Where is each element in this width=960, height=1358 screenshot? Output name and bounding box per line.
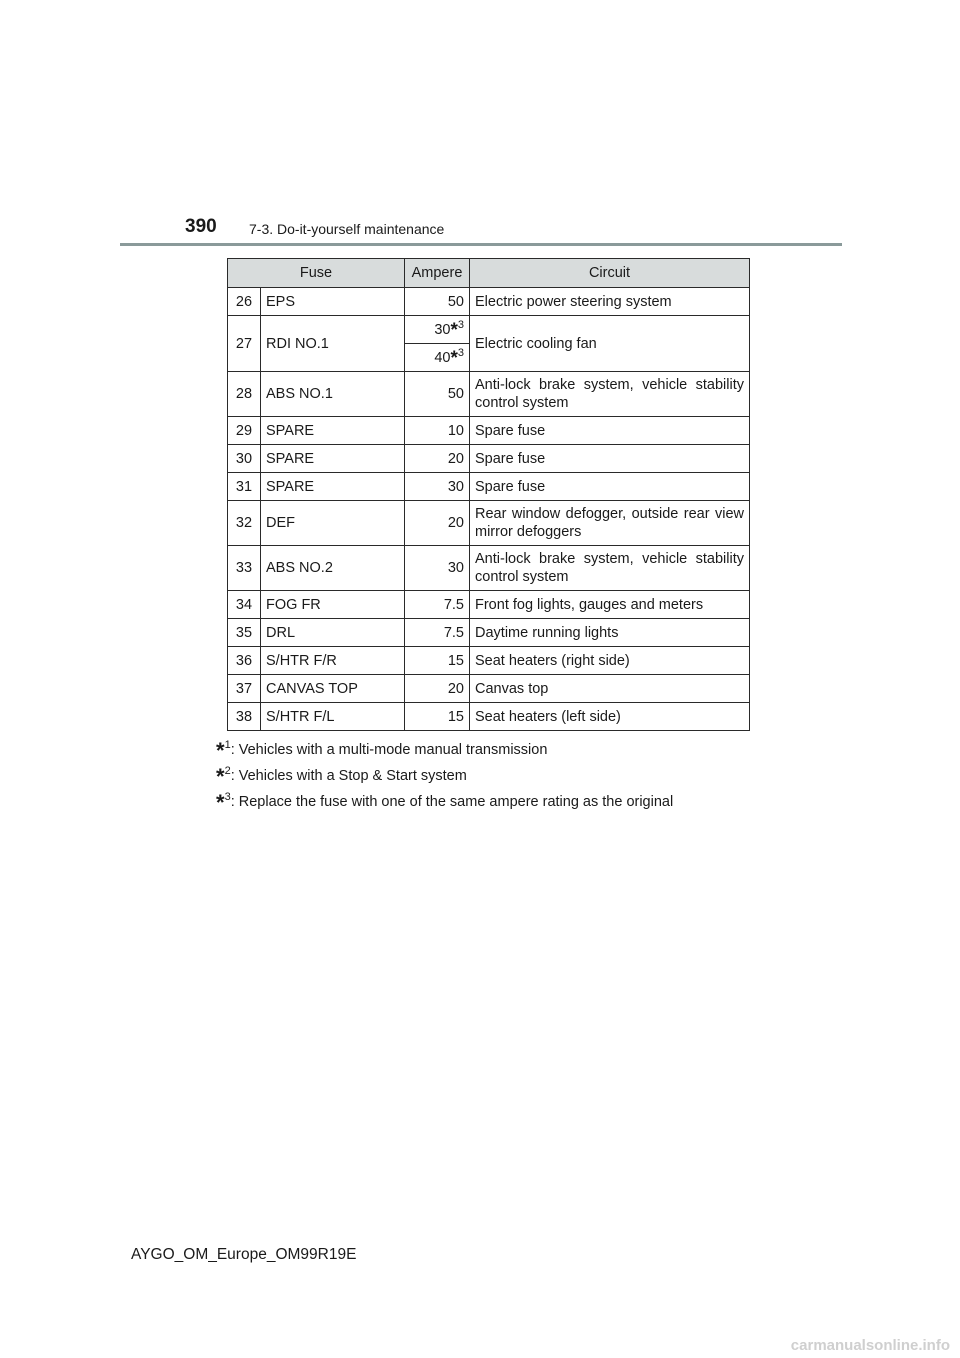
- fuse-ampere: 7.5: [405, 591, 470, 619]
- table-row: [228, 288, 750, 316]
- fuse-name: S/HTR F/L: [261, 703, 405, 731]
- fuse-circuit: Anti-lock brake system, vehicle stability control system: [470, 372, 750, 417]
- footnote-asterisk-icon: *: [450, 319, 458, 341]
- table-row: [228, 546, 750, 591]
- table-row: [228, 501, 750, 546]
- fuse-number: 31: [228, 473, 261, 501]
- fuse-number: 27: [228, 316, 261, 372]
- watermark: carmanualsonline.info: [790, 1337, 950, 1354]
- fuse-name: DRL: [261, 619, 405, 647]
- footnote-text: : Replace the fuse with one of the same ampere rating as the original: [230, 794, 674, 810]
- footnote-mark: 1: [224, 739, 231, 752]
- table-row: [228, 473, 750, 501]
- fuse-number: 29: [228, 417, 261, 445]
- fuse-name: ABS NO.1: [261, 372, 405, 417]
- fuse-ampere: 7.5: [405, 619, 470, 647]
- fuse-circuit: Front fog lights, gauges and meters: [470, 591, 750, 619]
- ampere-value: 30: [434, 321, 451, 338]
- fuse-number: 28: [228, 372, 261, 417]
- footnote-ref: 3: [457, 346, 464, 359]
- fuse-number: 37: [228, 675, 261, 703]
- fuse-name: SPARE: [261, 473, 405, 501]
- table-row: [228, 619, 750, 647]
- fuse-number: 32: [228, 501, 261, 546]
- header-rule: [120, 243, 842, 246]
- table-row: [228, 316, 750, 344]
- fuse-number: 26: [228, 288, 261, 316]
- fuse-name: ABS NO.2: [261, 546, 405, 591]
- footnote-asterisk-icon: *: [450, 347, 458, 369]
- fuse-ampere: 30: [405, 546, 470, 591]
- fuse-circuit: Seat heaters (left side): [470, 703, 750, 731]
- fuse-ampere: 20: [405, 501, 470, 546]
- fuse-ampere: 20: [405, 445, 470, 473]
- fuse-ampere: [405, 316, 470, 344]
- header-ampere: Ampere: [405, 259, 470, 288]
- fuse-name: SPARE: [261, 445, 405, 473]
- fuse-name: SPARE: [261, 417, 405, 445]
- footnote-mark: 3: [224, 791, 231, 804]
- page-number: 390: [185, 216, 217, 237]
- table-row: [228, 703, 750, 731]
- fuse-ampere: [405, 344, 470, 372]
- footnote: [216, 790, 674, 820]
- fuse-ampere: 15: [405, 703, 470, 731]
- fuse-circuit: Rear window defogger, outside rear view mirror defoggers: [470, 501, 750, 546]
- fuse-circuit: Electric cooling fan: [470, 316, 750, 372]
- fuse-name: RDI NO.1: [261, 316, 405, 372]
- fuse-circuit: Daytime running lights: [470, 619, 750, 647]
- fuse-ampere: 50: [405, 288, 470, 316]
- fuse-ampere: 50: [405, 372, 470, 417]
- document-code: AYGO_OM_Europe_OM99R19E: [131, 1246, 357, 1263]
- fuse-number: 30: [228, 445, 261, 473]
- fuse-ampere: 30: [405, 473, 470, 501]
- section-title: 7-3. Do-it-yourself maintenance: [249, 221, 445, 237]
- table-row: [228, 675, 750, 703]
- fuse-number: 33: [228, 546, 261, 591]
- fuse-name: S/HTR F/R: [261, 647, 405, 675]
- fuse-name: FOG FR: [261, 591, 405, 619]
- table-row: [228, 417, 750, 445]
- footnotes: [216, 738, 674, 820]
- footnote-asterisk-icon: *: [216, 738, 225, 763]
- table-row: [228, 372, 750, 417]
- fuse-ampere: 20: [405, 675, 470, 703]
- fuse-number: 35: [228, 619, 261, 647]
- fuse-circuit: Canvas top: [470, 675, 750, 703]
- fuse-circuit: Electric power steering system: [470, 288, 750, 316]
- footnote-asterisk-icon: *: [216, 790, 225, 815]
- header-circuit: Circuit: [470, 259, 750, 288]
- fuse-circuit: Anti-lock brake system, vehicle stability control system: [470, 546, 750, 591]
- footnote-asterisk-icon: *: [216, 764, 225, 789]
- footnote: [216, 764, 673, 794]
- footnote-ref: 3: [457, 318, 464, 331]
- fuse-number: 34: [228, 591, 261, 619]
- fuse-ampere: 10: [405, 417, 470, 445]
- table-row: [228, 647, 750, 675]
- fuse-table: [227, 258, 750, 731]
- table-row: [228, 591, 750, 619]
- footnote-text: : Vehicles with a multi-mode manual transmission: [230, 742, 548, 758]
- ampere-value: 40: [434, 349, 451, 366]
- footnote-text: : Vehicles with a Stop & Start system: [230, 768, 467, 784]
- fuse-name: DEF: [261, 501, 405, 546]
- footnote: [216, 738, 673, 768]
- fuse-number: 36: [228, 647, 261, 675]
- fuse-name: CANVAS TOP: [261, 675, 405, 703]
- fuse-ampere: 15: [405, 647, 470, 675]
- table-header-row: [228, 259, 750, 288]
- fuse-circuit: Spare fuse: [470, 445, 750, 473]
- fuse-name: EPS: [261, 288, 405, 316]
- table-row: [228, 445, 750, 473]
- fuse-number: 38: [228, 703, 261, 731]
- header-fuse: Fuse: [228, 259, 405, 288]
- footnote-mark: 2: [224, 765, 231, 778]
- fuse-circuit: Spare fuse: [470, 417, 750, 445]
- fuse-circuit: Spare fuse: [470, 473, 750, 501]
- fuse-circuit: Seat heaters (right side): [470, 647, 750, 675]
